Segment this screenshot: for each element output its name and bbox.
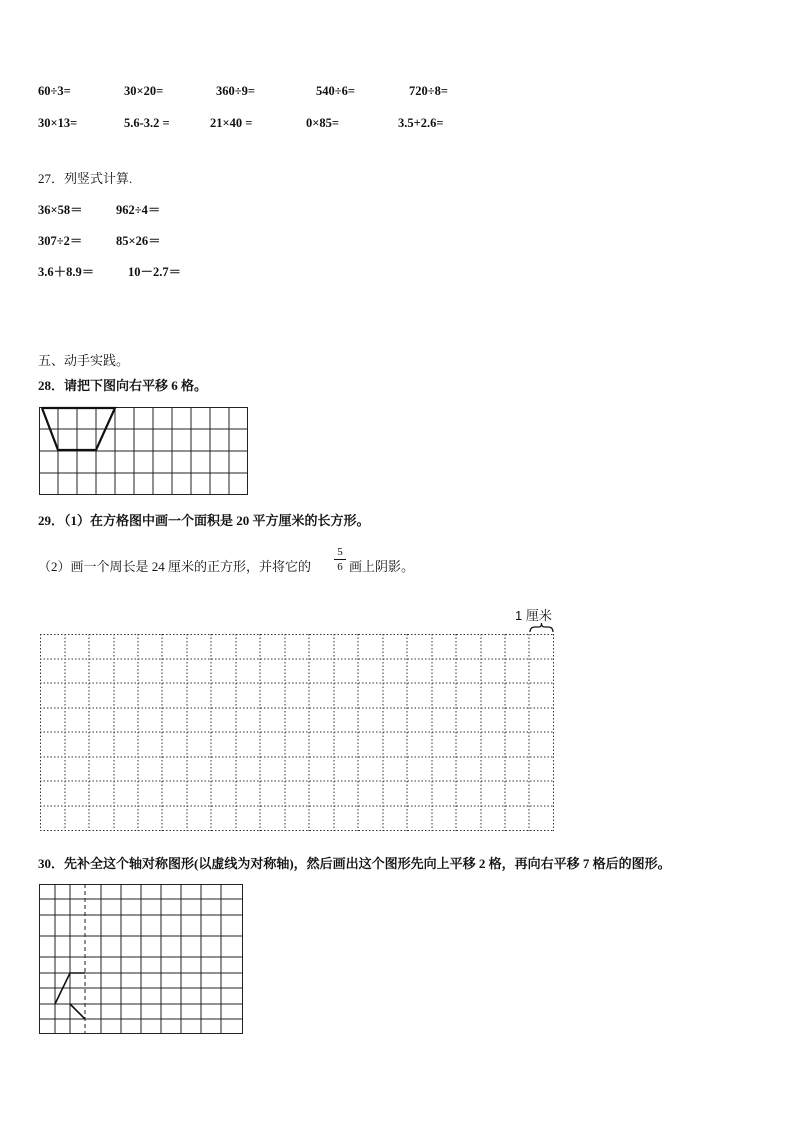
oral-item: 3.5+2.6=: [398, 116, 444, 130]
unit-brace: [529, 622, 554, 634]
oral-item: 60÷3=: [38, 84, 71, 98]
fraction-numerator: 5: [337, 546, 343, 558]
q30-grid: [39, 884, 243, 1034]
oral-item: 30×20=: [124, 84, 164, 98]
q29-part1: 29．（1）在方格图中画一个面积是 20 平方厘米的长方形。: [38, 513, 370, 528]
oral-item: 0×85=: [306, 116, 339, 130]
q27-item: 3.6＋8.9＝: [38, 265, 95, 279]
fraction-five-sixths: [333, 546, 347, 573]
fraction-denominator: 6: [337, 561, 343, 573]
q29-grid: [40, 634, 554, 831]
oral-item: 720÷8=: [409, 84, 448, 98]
fraction-bar: [334, 559, 346, 560]
q29-part2-before: （2）画一个周长是 24 厘米的正方形，并将它的: [38, 559, 312, 574]
q30-text: 30．先补全这个轴对称图形(以虚线为对称轴)，然后画出这个图形先向上平移 2 格，再向右平移 7 格后的图形。: [38, 856, 671, 871]
section-heading: 五、动手实践。: [38, 353, 130, 368]
unit-label: 1 厘米: [515, 608, 552, 623]
q28-text: 28．请把下图向右平移 6 格。: [38, 378, 208, 393]
q27-title: 27．列竖式计算.: [38, 171, 133, 186]
q29-part2-after: 画上阴影。: [349, 559, 415, 574]
q28-grid: [39, 407, 248, 495]
q27-item: 10－2.7＝: [128, 265, 182, 279]
q27-item: 85×26＝: [116, 234, 161, 248]
oral-item: 30×13=: [38, 116, 78, 130]
q27-item: 962÷4＝: [116, 203, 161, 217]
oral-item: 540÷6=: [316, 84, 355, 98]
oral-item: 21×40 =: [210, 116, 253, 130]
oral-item: 360÷9=: [216, 84, 255, 98]
q27-item: 36×58＝: [38, 203, 83, 217]
q29-part2: [38, 556, 311, 575]
oral-item: 5.6-3.2 =: [124, 116, 170, 130]
q27-item: 307÷2＝: [38, 234, 83, 248]
